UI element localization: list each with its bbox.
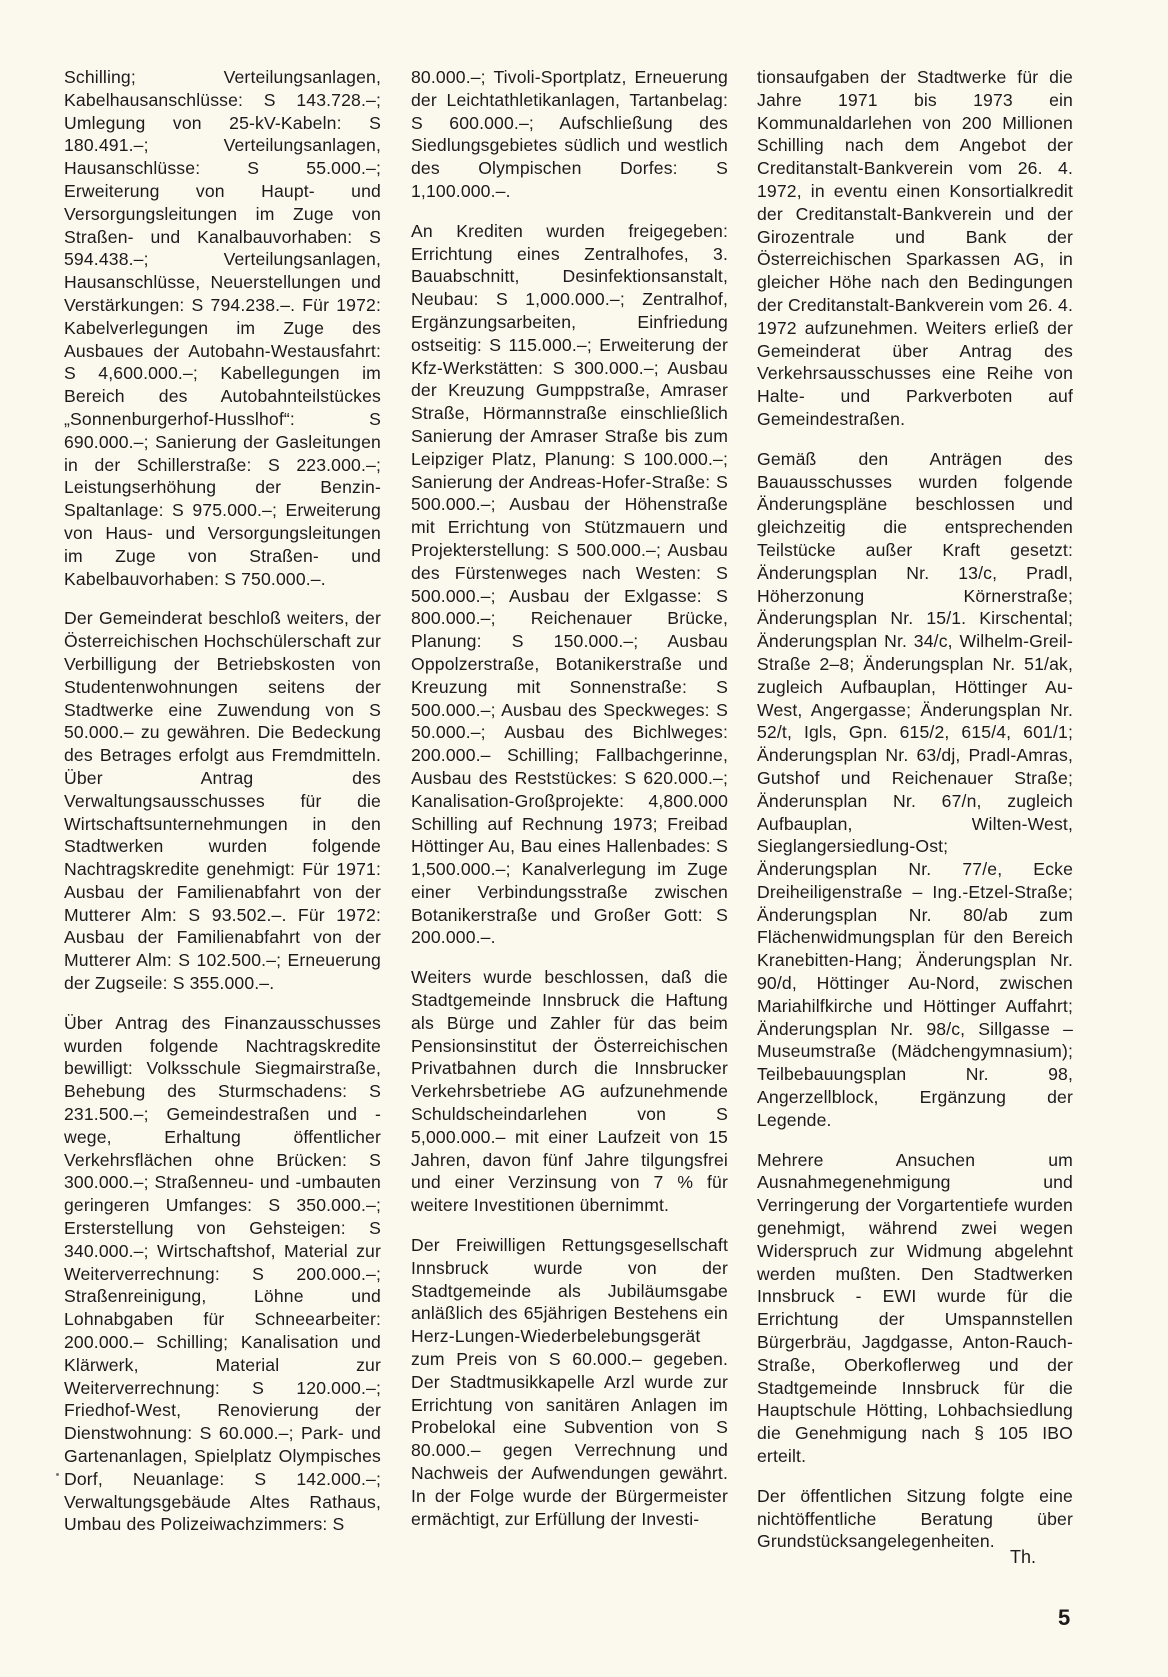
text-column-3	[757, 66, 1073, 1570]
paragraph: Schilling; Verteilungsanlagen, Kabelhausanschlüsse: S 143.728.–; Umlegung von 25-kV-Kabeln: S 180.491.–; Verteilungsanlagen, Hausanschlüsse: S 55.000.–; Erweiterung von Haupt- und Versorgungsleitungen im Zuge von Straßen- und Kanalbauvorhaben: S 594.438.–; Verteilungsanlagen, Hausanschlüsse, Neuerstellungen und Verstärkungen: S 794.238.–. Für 1972: Kabelverlegungen im Zuge des Ausbaues der Autobahn-Westausfahrt: S 4,600.000.–; Kabellegungen im Bereich des Autobahnteilstückes „Sonnenburgerhof-Husslhof“: S 690.000.–; Sanierung der Gasleitungen in der Schillerstraße: S 223.000.–; Leistungserhöhung der Benzin-Spaltanlage: S 975.000.–; Erweiterung von Haus- und Versorgungsleitungen im Zuge von Straßen- und Kabelbauvorhaben: S 750.000.–.	[64, 67, 381, 589]
paragraph: Gemäß den Anträgen des Bauausschusses wurden folgende Änderungspläne beschlossen und gleichzeitig die entsprechenden Teilstücke außer Kraft gesetzt: Änderungsplan Nr. 13/c, Pradl, Höherzonung Körnerstraße; Änderungsplan Nr. 15/1. Kirschental; Änderungsplan Nr. 34/c, Wilhelm-Greil-Straße 2–8; Änderungsplan Nr. 51/ak, zugleich Aufbauplan, Höttinger Au-West, Angergasse; Änderungsplan Nr. 52/t, Igls, Gpn. 615/2, 615/4, 601/1; Änderungsplan Nr. 63/dj, Pradl-Amras, Gutshof und Reichenauer Straße; Änderunsplan Nr. 67/n, zugleich Aufbauplan, Wilten-West, Sieglangersiedlung-Ost; Änderungsplan Nr. 77/e, Ecke Dreiheiligenstraße – Ing.-Etzel-Straße; Änderungsplan Nr. 80/ab zum Flächenwidmungsplan für den Bereich Kranebitten-Hang; Änderungsplan Nr. 90/d, Höttinger Au-Nord, zwischen Mariahilfkirche und Höttinger Auffahrt; Änderungsplan Nr. 98/c, Sillgasse – Museumstraße (Mädchengymnasium); Teilbebauungsplan Nr. 98, Angerzellblock, Ergänzung der Legende.	[757, 448, 1073, 1130]
text-column-2	[411, 66, 728, 1547]
paragraph: Mehrere Ansuchen um Ausnahmegenehmigung und Verringerung der Vorgartentiefe wurden genehmigt, während zwei wegen Widerspruch zur Widmung abgelehnt werden mußten. Den Stadtwerken Innsbruck - EWI wurde für die Errichtung der Umspannstellen Bürgerbräu, Jagdgasse, Anton-Rauch-Straße, Oberkoflerweg und der Stadtgemeinde Innsbruck für die Hauptschule Hötting, Lohbachsiedlung die Genehmigung nach § 105 IBO erteilt.	[757, 1149, 1073, 1467]
print-speck	[56, 1473, 59, 1476]
paragraph: Der Freiwilligen Rettungsgesellschaft Innsbruck wurde von der Stadtgemeinde als Jubiläumsgabe anläßlich des 65jährigen Bestehens ein Herz-Lungen-Wiederbelebungsgerät zum Preis von S 60.000.– gegeben. Der Stadtmusikkapelle Arzl wurde zur Errichtung von sanitären Anlagen im Probelokal eine Subvention von S 80.000.– gegen Verrechnung und Nachweis der Aufwendungen gewährt. In der Folge wurde der Bürgermeister ermächtigt, zur Erfüllung der Investi-	[411, 1235, 728, 1529]
paragraph: Weiters wurde beschlossen, daß die Stadtgemeinde Innsbruck die Haftung als Bürge und Zahler für das beim Pensionsinstitut der Österreichischen Privatbahnen durch die Innsbrucker Verkehrsbetriebe AG aufzunehmende Schuldscheindarlehen von S 5,000.000.– mit einer Laufzeit von 15 Jahren, davon fünf Jahre tilgungsfrei und einer Verzinsung von 7 % für weitere Investitionen übernimmt.	[411, 967, 728, 1216]
text-column-1	[64, 66, 381, 1553]
paragraph: tionsaufgaben der Stadtwerke für die Jahre 1971 bis 1973 ein Kommunaldarlehen von 200 Millionen Schilling nach dem Angebot der Creditanstalt-Bankverein vom 26. 4. 1972, in eventu einen Konsortialkredit der Creditanstalt-Bankverein und der Girozentrale und Bank der Österreichischen Sparkassen AG, in gleicher Höhe nach den Bedingungen der Creditanstalt-Bankverein vom 26. 4. 1972 aufzunehmen. Weiters erließ der Gemeinderat über Antrag des Verkehrsausschusses eine Reihe von Halte- und Parkverboten auf Gemeindestraßen.	[757, 67, 1073, 429]
paragraph: 80.000.–; Tivoli-Sportplatz, Erneuerung der Leichtathletikanlagen, Tartanbelag: S 600.000.–; Aufschließung des Siedlungsgebietes südlich und westlich des Olympischen Dorfes: S 1,100.000.–.	[411, 67, 728, 201]
paragraph: Der Gemeinderat beschloß weiters, der Österreichischen Hochschülerschaft zur Verbilligung der Betriebskosten von Studentenwohnungen seitens der Stadtwerke eine Zuwendung von S 50.000.– zu gewähren. Die Bedeckung des Betrages erfolgt aus Fremdmitteln. Über Antrag des Verwaltungsausschusses für die Wirtschaftsunternehmungen in den Stadtwerken wurden folgende Nachtragskredite genehmigt: Für 1971: Ausbau der Familienabfahrt von der Mutterer Alm: S 93.502.–. Für 1972: Ausbau der Familienabfahrt von der Mutterer Alm: S 102.500.–; Erneuerung der Zugseile: S 355.000.–.	[64, 608, 381, 994]
paragraph: An Krediten wurden freigegeben: Errichtung eines Zentralhofes, 3. Bauabschnitt, Desinfektionsanstalt, Neubau: S 1,000.000.–; Zentralhof, Ergänzungsarbeiten, Einfriedung ostseitig: S 115.000.–; Erweiterung der Kfz-Werkstätten: S 300.000.–; Ausbau der Kreuzung Gumppstraße, Amraser Straße, Hörmannstraße einschließlich Sanierung der Amraser Straße bis zum Leipziger Platz, Planung: S 100.000.–; Sanierung der Andreas-Hofer-Straße: S 500.000.–; Ausbau der Höhenstraße mit Errichtung von Stützmauern und Projekterstellung: S 500.000.–; Ausbau des Fürstenweges nach Westen: S 500.000.–; Ausbau der Exlgasse: S 800.000.–; Reichenauer Brücke, Planung: S 150.000.–; Ausbau Oppolzerstraße, Botanikerstraße und Kreuzung mit Sonnenstraße: S 500.000.–; Ausbau des Speckweges: S 50.000.–; Ausbau des Bichlweges: 200.000.– Schilling; Fallbachgerinne, Ausbau des Reststückes: S 620.000.–; Kanalisation-Großprojekte: 4,800.000 Schilling auf Rechnung 1973; Freibad Höttinger Au, Bau eines Hallenbades: S 1,500.000.–; Kanalverlegung im Zuge einer Verbindungsstraße zwischen Botanikerstraße und Großer Gott: S 200.000.–.	[411, 220, 728, 948]
paragraph: Über Antrag des Finanzausschusses wurden folgende Nachtragskredite bewilligt: Volksschule Siegmairstraße, Behebung des Sturmschadens: S 231.500.–; Gemeindestraßen und -wege, Erhaltung öffentlicher Verkehrsflächen ohne Brücken: S 300.000.–; Straßenneu- und -umbauten geringeren Umfanges: S 350.000.–; Ersterstellung von Gehsteigen: S 340.000.–; Wirtschaftshof, Material zur Weiterverrechnung: S 200.000.–; Straßenreinigung, Löhne und Lohnabgaben für Schneearbeiter: 200.000.– Schilling; Kanalisation und Klärwerk, Material zur Weiterverrechnung: S 120.000.–; Friedhof-West, Renovierung der Dienstwohnung: S 60.000.–; Park- und Gartenanlagen, Spielplatz Olympisches Dorf, Neuanlage: S 142.000.–; Verwaltungsgebäude Altes Rathaus, Umbau des Polizeiwachzimmers: S	[64, 1012, 381, 1535]
page-number: 5	[1058, 1605, 1071, 1630]
author-signature: Th.	[1010, 1547, 1037, 1567]
paragraph: Der öffentlichen Sitzung folgte eine nichtöffentliche Beratung über Grundstücksangelegenheiten.	[757, 1485, 1073, 1552]
